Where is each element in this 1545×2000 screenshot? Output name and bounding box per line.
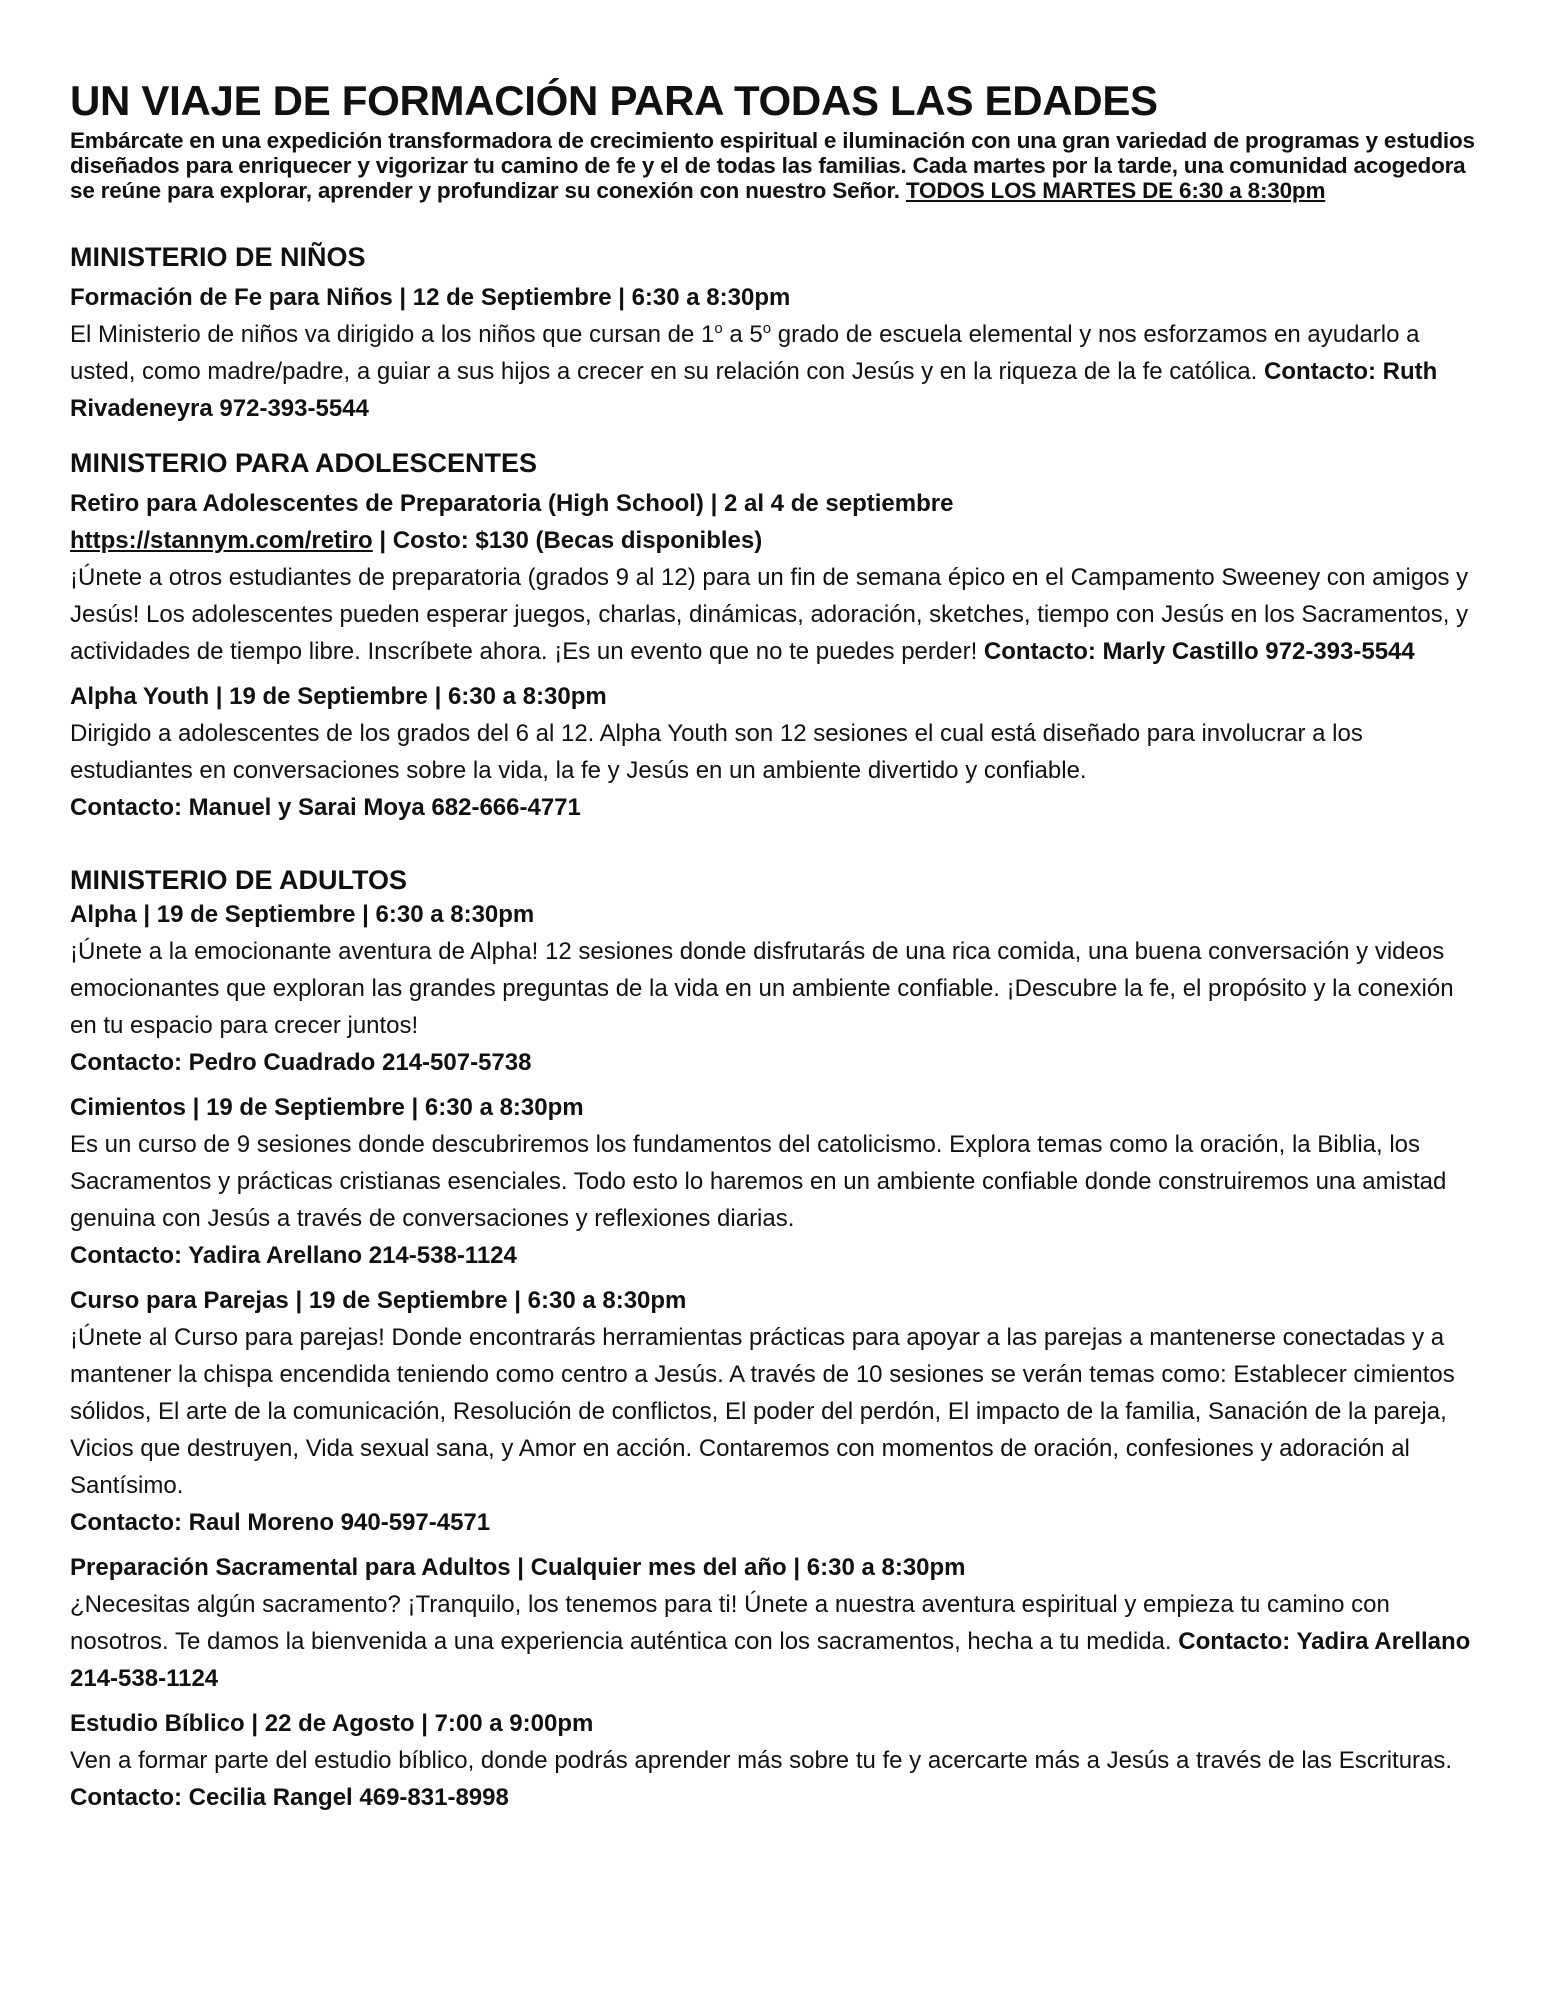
- event-contact: Contacto: Pedro Cuadrado 214-507-5738: [70, 1049, 532, 1076]
- event-contact: Contacto: Raul Moreno 940-597-4571: [70, 1509, 491, 1536]
- event-description: ¡Únete al Curso para parejas! Donde encontrarás herramientas prácticas para apoyar a las parejas a mantenerse conectadas y a mantener la chispa encendida teniendo como centro a Jesús. A través de 10 sesiones se verán temas como: Establecer cimientos sólidos, El arte de la comunicación, Resolución de conflictos, El poder del perdón, El impacto de la familia, Sanación de la pareja, Vicios que destruyen, Vida sexual sana, y Amor en acción. Contaremos con momentos de oración, confesiones y adoración al Santísimo.: [70, 1324, 1455, 1499]
- section-title-adultos: MINISTERIO DE ADULTOS: [70, 865, 408, 895]
- event-contact: Contacto: Ruth Rivadeneyra 972-393-5544: [70, 358, 1438, 422]
- event-formacion-fe: [70, 279, 1475, 427]
- intro-paragraph: [70, 128, 1475, 203]
- event-curso-parejas: [70, 1282, 1475, 1541]
- event-description: [70, 559, 1475, 670]
- event-alpha-youth: [70, 678, 1475, 826]
- event-title: Estudio Bíblico | 22 de Agosto | 7:00 a 9:00pm: [70, 1710, 594, 1737]
- section-title-ninos: MINISTERIO DE NIÑOS: [70, 242, 366, 272]
- event-contact: Contacto: Yadira Arellano 214-538-1124: [70, 1242, 517, 1269]
- event-estudio-biblico: [70, 1705, 1475, 1816]
- desc-part: grado de escuela elemental y nos esforzamos en ayudarlo a usted, como madre/padre, a guiar a sus hijos a crecer en su relación con Jesús y en la riqueza de la fe católica.: [70, 321, 1420, 385]
- event-title: Formación de Fe para Niños | 12 de Septiembre | 6:30 a 8:30pm: [70, 284, 791, 311]
- event-title: Preparación Sacramental para Adultos | Cualquier mes del año | 6:30 a 8:30pm: [70, 1554, 966, 1581]
- section-title-adolescentes: MINISTERIO PARA ADOLESCENTES: [70, 448, 538, 478]
- ordinal-mark: o: [762, 320, 772, 337]
- event-cimientos: [70, 1089, 1475, 1274]
- event-title: Curso para Parejas | 19 de Septiembre | 6:30 a 8:30pm: [70, 1287, 687, 1314]
- section-adolescentes: [70, 447, 1475, 826]
- event-description: ¡Únete a la emocionante aventura de Alpha! 12 sesiones donde disfrutarás de una rica comida, una buena conversación y videos emocionantes que exploran las grandes preguntas de la vida en un ambiente confiable. ¡Descubre la fe, el propósito y la conexión en tu espacio para crecer juntos!: [70, 938, 1454, 1039]
- desc-text: ¡Únete a otros estudiantes de preparatoria (grados 9 al 12) para un fin de semana épico en el Campamento Sweeney con amigos y Jesús! Los adolescentes pueden esperar juegos, charlas, dinámicas, adoración, sketches, tiempo con Jesús en los Sacramentos, y actividades de tiempo libre. Inscríbete ahora. ¡Es un evento que no te puedes perder!: [70, 564, 1469, 665]
- event-description: Dirigido a adolescentes de los grados del 6 al 12. Alpha Youth son 12 sesiones el cual está diseñado para involucrar a los estudiantes en conversaciones sobre la vida, la fe y Jesús en un ambiente divertido y confiable.: [70, 720, 1363, 784]
- desc-part: El Ministerio de niños va dirigido a los niños que cursan de 1: [70, 321, 715, 348]
- page-title: UN VIAJE DE FORMACIÓN PARA TODAS LAS EDADES: [70, 77, 1158, 124]
- event-title: Cimientos | 19 de Septiembre | 6:30 a 8:30pm: [70, 1094, 584, 1121]
- event-retiro: [70, 485, 1475, 670]
- event-contact: Contacto: Manuel y Sarai Moya 682-666-4771: [70, 794, 581, 821]
- intro-text: Embárcate en una expedición transformadora de crecimiento espiritual e iluminación con una gran variedad de programas y estudios diseñados para enriquecer y vigorizar tu camino de fe y el de todas las familias. Cada martes por la tarde, una comunidad acogedora se reúne para explorar, aprender y profundizar su conexión con nuestro Señor.: [70, 128, 1475, 203]
- event-link-line: [70, 522, 1475, 559]
- event-alpha: [70, 896, 1475, 1081]
- retiro-link[interactable]: https://stannym.com/retiro: [70, 527, 373, 554]
- event-description: [70, 1586, 1475, 1697]
- flyer-page: [70, 78, 1475, 1816]
- event-contact: Contacto: Marly Castillo 972-393-5544: [983, 638, 1415, 665]
- event-contact: Contacto: Yadira Arellano 214-538-1124: [70, 1628, 1471, 1692]
- desc-text: ¿Necesitas algún sacramento? ¡Tranquilo, los tenemos para ti! Únete a nuestra aventura espiritual y empieza tu camino con nosotros. Te damos la bienvenida a una experiencia auténtica con los sacramentos, hecha a tu medida.: [70, 1591, 1390, 1655]
- event-title: Alpha | 19 de Septiembre | 6:30 a 8:30pm: [70, 901, 535, 928]
- event-cost: | Costo: $130 (Becas disponibles): [372, 527, 763, 554]
- section-adultos: [70, 864, 1475, 1816]
- event-title: Retiro para Adolescentes de Preparatoria (High School) | 2 al 4 de septiembre: [70, 490, 954, 517]
- event-description: [70, 316, 1475, 427]
- event-description: Es un curso de 9 sesiones donde descubriremos los fundamentos del catolicismo. Explora temas como la oración, la Biblia, los Sacramentos y prácticas cristianas esenciales. Todo esto lo haremos en un ambiente confiable donde construiremos una amistad genuina con Jesús a través de conversaciones y reflexiones diarias.: [70, 1131, 1447, 1232]
- event-title: Alpha Youth | 19 de Septiembre | 6:30 a 8:30pm: [70, 683, 607, 710]
- schedule-text: TODOS LOS MARTES DE 6:30 a 8:30pm: [905, 178, 1326, 203]
- event-preparacion-sacramental: [70, 1549, 1475, 1697]
- desc-text: Ven a formar parte del estudio bíblico, donde podrás aprender más sobre tu fe y acercarte más a Jesús a través de las Escrituras.: [70, 1747, 1453, 1774]
- event-description: [70, 1742, 1475, 1816]
- event-contact: Contacto: Cecilia Rangel 469-831-8998: [70, 1784, 509, 1811]
- section-ninos: [70, 241, 1475, 427]
- desc-part: a 5: [722, 321, 763, 348]
- ordinal-mark: o: [714, 320, 723, 337]
